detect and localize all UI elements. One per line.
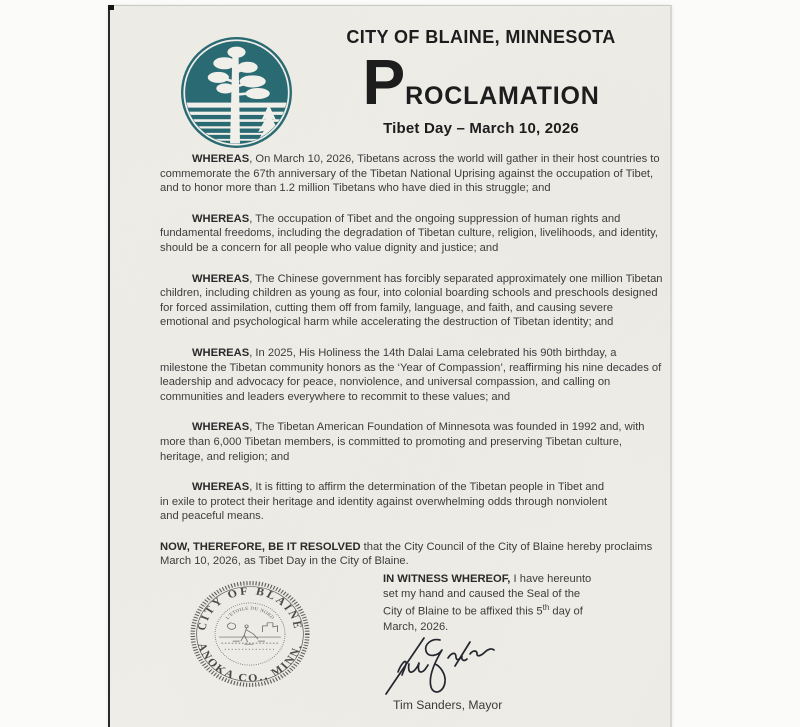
resolution-text: that the City Council of the City of Blaine hereby proclaims March 10, 2026, as Tibet Day in the City of Blaine. — [160, 540, 653, 568]
proclamation-body — [160, 152, 664, 585]
svg-text:ANOKA CO., MINN. — [195, 642, 305, 685]
witness-ordinal-suffix: th — [542, 603, 550, 613]
seal-top-text: CITY OF BLAINE — [195, 585, 305, 632]
city-title: CITY OF BLAINE, MINNESOTA — [346, 27, 616, 47]
mayor-name-line: Tim Sanders, Mayor — [393, 698, 503, 712]
proclamation-dropcap: P — [362, 46, 406, 118]
seal-banner-text: L'ETOILE DU NORD — [225, 606, 275, 621]
whereas-paragraph — [160, 212, 664, 256]
svg-text:L'ETOILE DU NORD — [225, 607, 274, 621]
proclamation-subtitle: Tibet Day – March 10, 2026 — [383, 120, 579, 137]
whereas-paragraph — [160, 152, 664, 196]
whereas-lead: WHEREAS — [192, 212, 250, 225]
whereas-text: , In 2025, His Holiness the 14th Dalai Lama celebrated his 90th birthday, a milestone the Tibetan community honors as the ‘Year of Compassion’, reaffirming his nine decades of leadership and advocacy for peace, nonviolence, and universal compassion, and calling on communities and leaders everywhere to recommit to these values; and — [160, 346, 662, 403]
whereas-text: , The occupation of Tibet and the ongoing suppression of human rights and fundamental freedoms, including the degradation of Tibetan culture, religion, livelihoods, and identity, should be a concern for all people who value dignity and justice; and — [160, 212, 658, 254]
whereas-text: , It is fitting to affirm the determination of the Tibetan people in Tibet and in exile to protect their heritage and identity against overwhelming odds through nonviolent and peaceful means. — [160, 481, 608, 523]
resolution-lead: NOW, THEREFORE, BE IT RESOLVED — [160, 540, 361, 553]
witness-block — [383, 572, 601, 634]
whereas-lead: WHEREAS — [192, 481, 250, 494]
whereas-lead: WHEREAS — [192, 346, 250, 359]
city-of-blaine-logo-icon — [180, 36, 293, 149]
witness-text-2: day of March, 2026. — [383, 605, 583, 633]
whereas-lead: WHEREAS — [192, 153, 250, 165]
witness-lead: IN WITNESS WHEREOF, — [383, 573, 511, 585]
whereas-text: , The Chinese government has forcibly separated approximately one million Tibetan children, including children as young as four, into colonial boarding schools and preschools designed for forced assimilation, cutting them off from family, language, and faith, and causing severe emotional and psychological harm while accelerating the destruction of Tibetan identity; and — [160, 272, 663, 329]
whereas-lead: WHEREAS — [192, 421, 250, 434]
seal-bottom-text: ANOKA CO., MINN. — [194, 641, 306, 685]
proclamation-page — [108, 5, 672, 727]
whereas-paragraph — [160, 346, 664, 404]
scan-corner-artifact — [108, 5, 114, 10]
document-header — [338, 27, 624, 137]
whereas-paragraph — [160, 420, 664, 464]
witness-text-1: I have hereunto set my hand and caused the Seal of the City of Blaine to be affixed this 5 — [383, 573, 592, 618]
whereas-paragraph — [160, 272, 664, 330]
resolution-paragraph — [160, 540, 664, 569]
proclamation-title — [338, 46, 624, 118]
whereas-text: , On March 10, 2026, Tibetans across the world will gather in their host countries to commemorate the 67th anniversary of the Tibetan National Uprising against the occupation of Tibet, and to honor more than 1.2 million Tibetans who have died in this struggle; and — [160, 153, 660, 195]
whereas-text: , The Tibetan American Foundation of Minnesota was founded in 1992 and, with more than 6,000 Tibetan members, is committed to promoting and preserving Tibetan culture, heritage, and religion; and — [160, 421, 645, 463]
whereas-lead: WHEREAS — [192, 272, 250, 285]
seal-scene — [219, 623, 281, 649]
proclamation-title-rest: ROCLAMATION — [405, 82, 600, 110]
city-seal-icon — [187, 578, 313, 690]
whereas-paragraph — [160, 480, 612, 524]
mayor-signature-icon — [382, 632, 506, 700]
